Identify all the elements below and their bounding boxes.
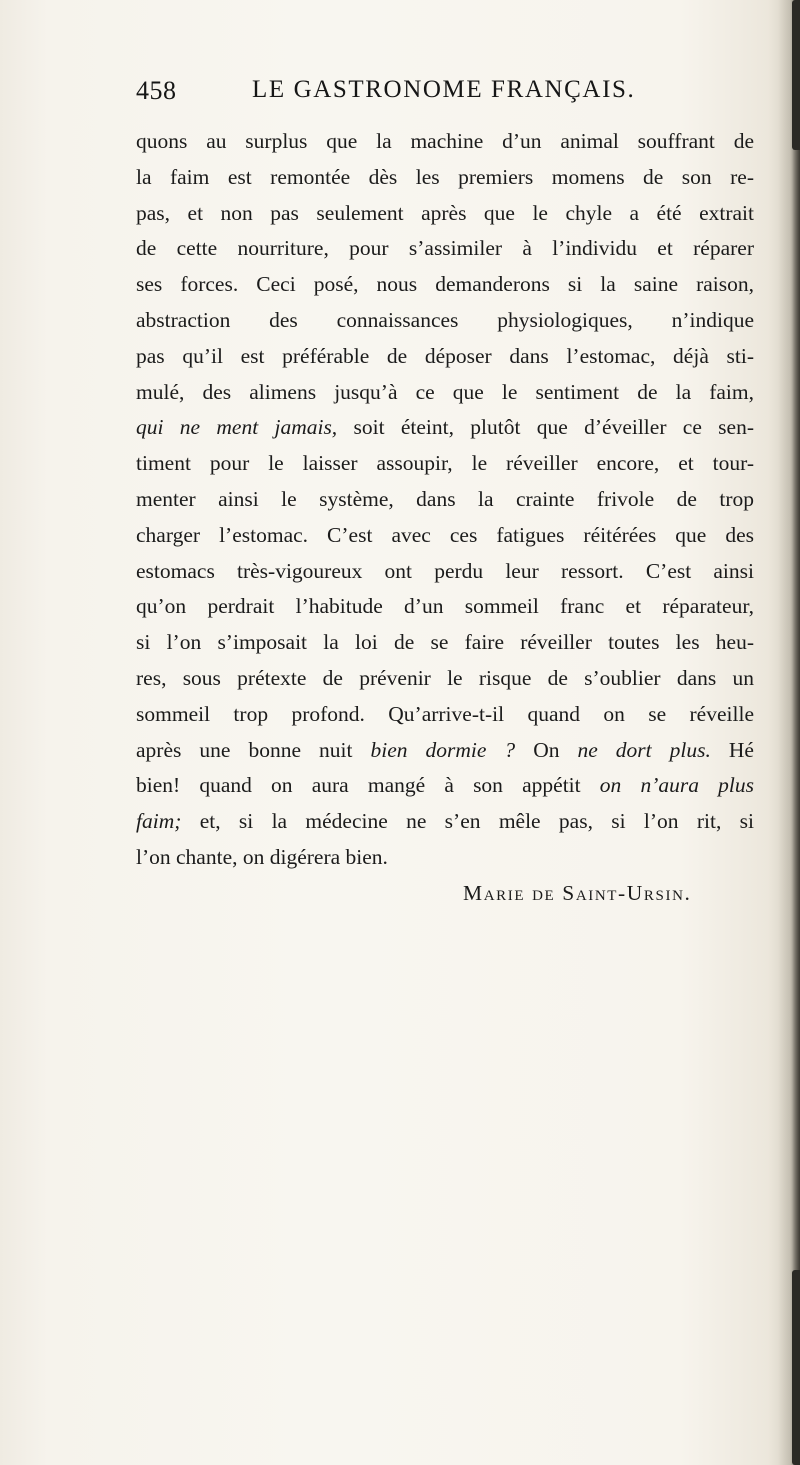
- page-edge-shadow: [778, 0, 800, 1465]
- italic-phrase: on n’aura plus: [599, 773, 754, 798]
- running-title: LE GASTRONOME FRANÇAIS.: [252, 76, 636, 103]
- text-line-15: si l’on s’imposait la loi de se faire réveiller toutes les heu-: [136, 630, 754, 655]
- page-edge-dark-strip-lower: [792, 1270, 800, 1465]
- text-line-2: la faim est remontée dès les premiers momens de son re-: [136, 164, 754, 189]
- italic-phrase: ne dort plus.: [577, 737, 711, 762]
- text-line-16: res, sous prétexte de prévenir le risque de s’oublier dans un: [136, 665, 754, 690]
- text-line-18: après une bonne nuit bien dormie ? On ne dort plus. Hé: [136, 737, 754, 762]
- text-line-20: faim; et, si la médecine ne s’en mêle pas, si l’on rit, si: [136, 809, 754, 834]
- text-line-4: de cette nourriture, pour s’assimiler à l’individu et réparer: [136, 236, 754, 261]
- text-line-3: pas, et non pas seulement après que le chyle a été extrait: [136, 200, 754, 225]
- italic-phrase: bien dormie ?: [370, 737, 516, 762]
- text-line-6: abstraction des connaissances physiologiques, n’indique: [136, 307, 754, 332]
- text-line-17: sommeil trop profond. Qu’arrive-t-il quand on se réveille: [136, 701, 754, 726]
- italic-phrase: faim;: [136, 809, 182, 834]
- text-line-1: quons au surplus que la machine d’un animal souffrant de: [136, 129, 754, 153]
- text-line-10: timent pour le laisser assoupir, le réveiller encore, et tour-: [136, 451, 754, 476]
- author-signature: Marie de Saint-Ursin.: [463, 880, 692, 905]
- text-line-13: estomacs très-vigoureux ont perdu leur ressort. C’est ainsi: [136, 558, 754, 583]
- text-line-19: bien! quand on aura mangé à son appétit on n’aura plus: [136, 773, 754, 798]
- italic-phrase: qui ne ment jamais,: [136, 415, 338, 440]
- body-text: [136, 124, 754, 912]
- text-line-9: qui ne ment jamais, soit éteint, plutôt que d’éveiller ce sen-: [136, 415, 754, 440]
- page-edge-dark-strip: [792, 0, 800, 150]
- text-line-5: ses forces. Ceci posé, nous demanderons si la saine raison,: [136, 272, 754, 297]
- text-line-12: charger l’estomac. C’est avec ces fatigues réitérées que des: [136, 522, 754, 547]
- text-line-7: pas qu’il est préférable de déposer dans l’estomac, déjà sti-: [136, 343, 754, 368]
- page-number: 458: [136, 76, 177, 105]
- page-header: [136, 76, 696, 108]
- text-line-11: menter ainsi le système, dans la crainte frivole de trop: [136, 486, 754, 511]
- text-line-8: mulé, des alimens jusqu’à ce que le sentiment de la faim,: [136, 379, 754, 404]
- text-line-21: l’on chante, on digérera bien.: [136, 844, 388, 869]
- text-line-14: qu’on perdrait l’habitude d’un sommeil franc et réparateur,: [136, 594, 754, 619]
